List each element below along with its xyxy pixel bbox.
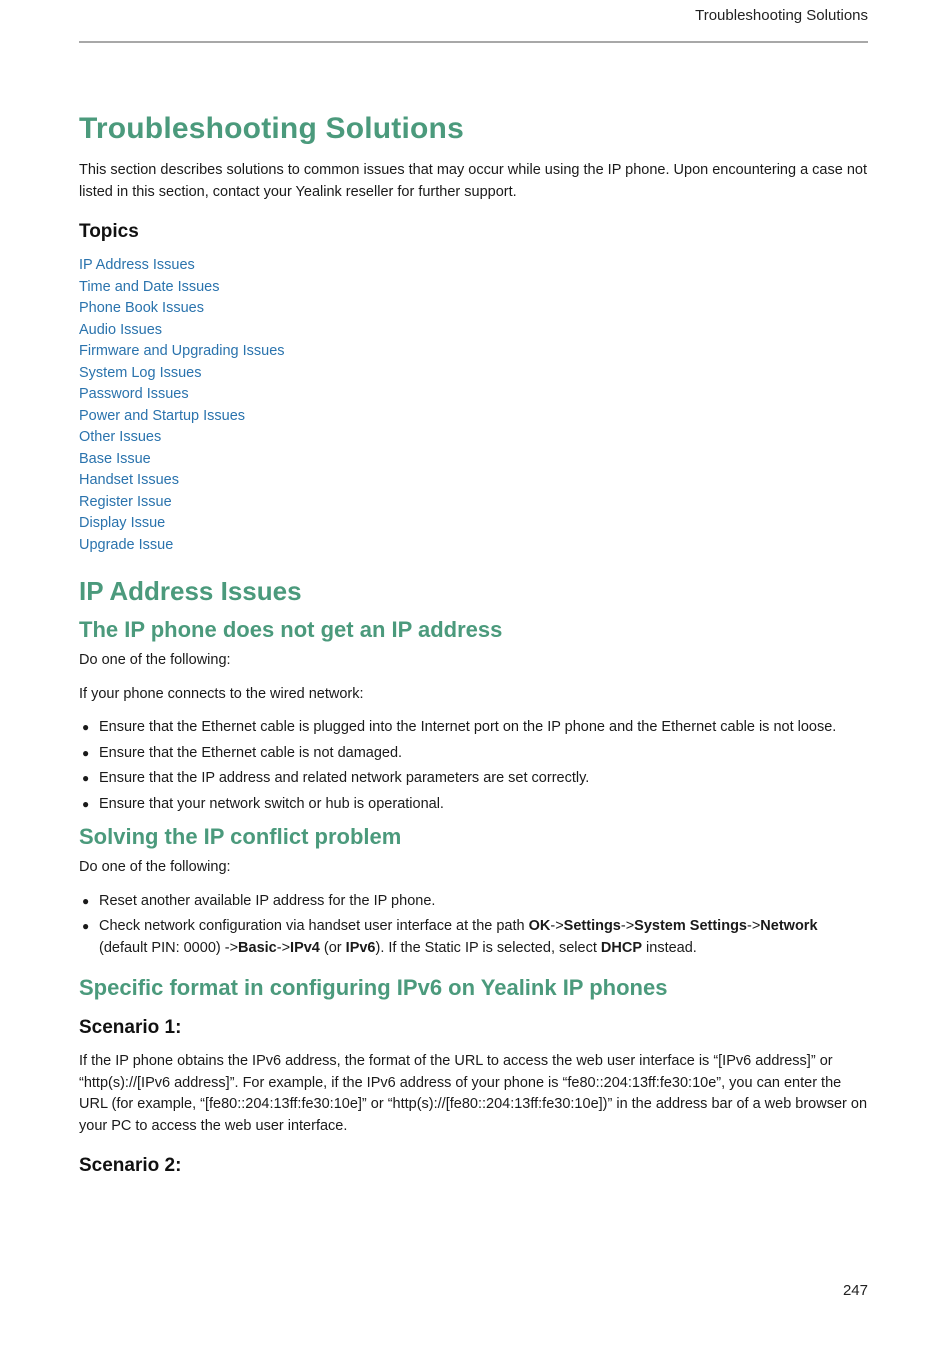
topic-link-power-startup[interactable]: Power and Startup Issues <box>79 407 246 424</box>
ip-address-issues-heading: IP Address Issues <box>79 576 302 606</box>
topic-item <box>79 320 869 342</box>
topic-link-audio[interactable]: Audio Issues <box>79 321 163 338</box>
path-text: (or <box>319 939 346 956</box>
path-arrow: -> <box>276 939 291 956</box>
path-arrow: -> <box>620 918 635 934</box>
option-dhcp: DHCP <box>600 939 642 956</box>
bullet-text: Reset another available IP address for the IP phone. <box>99 892 436 909</box>
topic-item <box>79 449 869 471</box>
topic-item <box>79 384 869 406</box>
path-text: instead. <box>642 939 697 956</box>
bullet-text: Ensure that the Ethernet cable is not damaged. <box>99 744 403 761</box>
no-ip-bullet-list <box>79 717 869 815</box>
topic-item <box>79 470 869 492</box>
topic-link-handset[interactable]: Handset Issues <box>79 472 179 488</box>
topic-link-phone-book[interactable]: Phone Book Issues <box>79 300 204 316</box>
menu-path-basic: Basic <box>238 939 277 956</box>
bullet-icon: ● <box>82 919 90 933</box>
topic-item <box>79 277 869 299</box>
scenario-2-heading: Scenario 2: <box>79 1155 182 1176</box>
list-item <box>79 717 869 739</box>
page-title: Troubleshooting Solutions <box>79 112 464 145</box>
list-item <box>79 891 869 913</box>
menu-path-system-settings: System Settings <box>634 918 747 934</box>
bullet-icon: ● <box>82 720 90 734</box>
path-text: Check network configuration via handset user interface at the path <box>99 918 529 934</box>
list-item <box>79 794 869 816</box>
list-item <box>79 743 869 765</box>
no-ip-lead: Do one of the following: <box>79 652 231 668</box>
topic-link-display[interactable]: Display Issue <box>79 515 166 531</box>
intro-paragraph: This section describes solutions to common issues that may occur while using the IP phone. Upon encountering a case not listed in this section, contact your Yealink reseller for further support. <box>79 162 867 200</box>
ip-conflict-heading: Solving the IP conflict problem <box>79 824 402 849</box>
menu-path-ipv4: IPv4 <box>290 939 320 956</box>
bullet-text <box>99 918 818 956</box>
list-item <box>79 768 869 790</box>
topic-link-base[interactable]: Base Issue <box>79 450 151 467</box>
menu-path-ok: OK <box>528 918 551 934</box>
topic-item <box>79 341 869 363</box>
topic-link-upgrade[interactable]: Upgrade Issue <box>79 536 174 553</box>
path-arrow: -> <box>550 918 564 934</box>
menu-path-network: Network <box>760 918 818 934</box>
menu-path-settings: Settings <box>563 918 621 934</box>
topic-item <box>79 535 869 557</box>
topic-item <box>79 427 869 449</box>
topic-link-other[interactable]: Other Issues <box>79 429 162 445</box>
bullet-text: Ensure that the IP address and related network parameters are set correctly. <box>99 770 590 786</box>
topic-link-register[interactable]: Register Issue <box>79 493 172 510</box>
menu-path-ipv6: IPv6 <box>345 939 376 956</box>
bullet-icon: ● <box>82 796 90 811</box>
topic-item <box>79 406 869 428</box>
bullet-text: Ensure that the Ethernet cable is plugged into the Internet port on the IP phone and the Ethernet cable is not loose. <box>99 719 837 735</box>
scenario-1-heading: Scenario 1: <box>79 1017 182 1038</box>
topic-link-password[interactable]: Password Issues <box>79 386 189 402</box>
topic-link-time-date[interactable]: Time and Date Issues <box>79 278 220 295</box>
topic-link-ip-address[interactable]: IP Address Issues <box>79 257 195 273</box>
topic-link-firmware[interactable]: Firmware and Upgrading Issues <box>79 343 285 359</box>
page-number: 247 <box>842 1282 868 1299</box>
topic-link-system-log[interactable]: System Log Issues <box>79 364 202 381</box>
path-text: ). If the Static IP is selected, select <box>375 939 601 956</box>
ipv6-format-heading: Specific format in configuring IPv6 on Yealink IP phones <box>79 975 668 1000</box>
bullet-icon: ● <box>82 745 90 760</box>
bullet-icon: ● <box>82 771 90 785</box>
topic-item <box>79 298 869 320</box>
wired-network-note: If your phone connects to the wired network: <box>79 685 364 702</box>
running-header-title: Troubleshooting Solutions <box>695 7 868 24</box>
header-divider <box>79 41 868 43</box>
topics-list <box>79 255 869 556</box>
ip-conflict-bullet-list <box>79 891 869 960</box>
bullet-text: Ensure that your network switch or hub is operational. <box>99 795 444 812</box>
scenario-1-text: If the IP phone obtains the IPv6 address, the format of the URL to access the web user interface is “[IPv6 address]” or “http(s)://[IPv6 address]”. For example, if the IPv6 address of your phone is “fe80::204:13ff:fe30:10e”, you can enter the URL (for example, “[fe80::204:13ff:fe30:10e]” or “http(s)://[fe80::204:13ff:fe30:10e])” in the address bar of a web browser on your PC to access the web user interface. <box>79 1053 868 1134</box>
no-ip-heading: The IP phone does not get an IP address <box>79 617 503 642</box>
page-content <box>79 112 869 1189</box>
path-arrow: -> <box>747 918 761 934</box>
path-text: (default PIN: 0000) -> <box>99 939 239 956</box>
list-item <box>79 916 869 959</box>
bullet-icon: ● <box>82 893 90 908</box>
topic-item <box>79 255 869 277</box>
topics-heading: Topics <box>79 221 139 242</box>
topic-item <box>79 513 869 535</box>
topic-item <box>79 492 869 514</box>
ip-conflict-lead: Do one of the following: <box>79 859 231 875</box>
topic-item <box>79 363 869 385</box>
